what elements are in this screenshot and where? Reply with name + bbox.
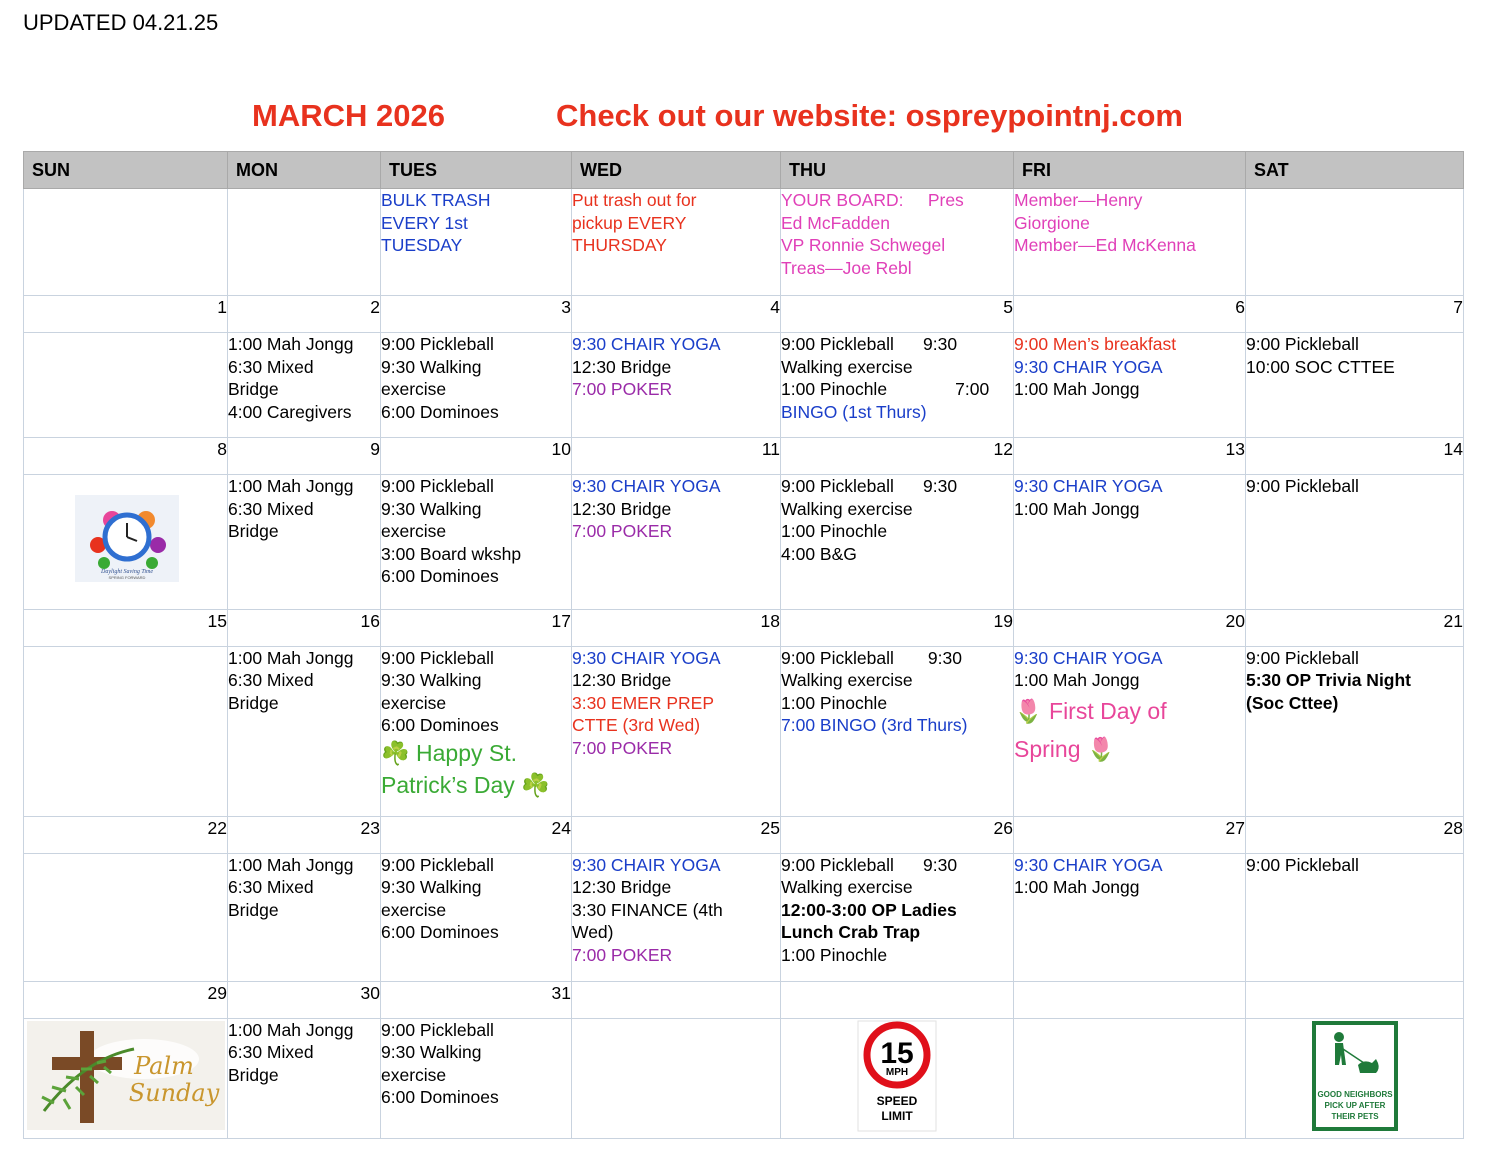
event: 6:30 Mixed — [228, 877, 314, 897]
event: 9:00 Pickleball — [381, 647, 494, 668]
date-number: 20 — [1014, 609, 1246, 646]
day-cell — [781, 646, 1014, 816]
event: 4:00 B&G — [781, 543, 857, 564]
event: 9:00 Pickleball — [381, 476, 494, 496]
header-mon: MON — [228, 152, 381, 189]
event: 9:30 Walking — [381, 1042, 482, 1062]
event: 9:00 Pickleball — [1246, 476, 1359, 496]
day-cell — [381, 646, 572, 816]
info-line: Giorgione — [1014, 212, 1090, 233]
event: 1:00 Pinochle 7:00 — [781, 379, 990, 399]
info-line: TUESDAY — [381, 235, 463, 255]
event: 1:00 Mah Jongg — [228, 476, 354, 496]
day-cell — [1246, 646, 1464, 816]
pet-sign-line1: GOOD NEIGHBORS — [1317, 1089, 1393, 1099]
event: 9:00 Pickleball — [1246, 854, 1359, 875]
day-cell — [1246, 475, 1464, 610]
st-patricks-day: Patrick’s Day ☘️ — [381, 771, 550, 798]
event: Bridge — [228, 521, 279, 541]
day-cell — [1014, 853, 1246, 981]
date-number: 29 — [24, 981, 228, 1018]
first-day-of-spring: 🌷 First Day of — [1014, 697, 1167, 724]
event: 9:00 Pickleball — [1246, 334, 1359, 354]
event: 12:30 Bridge — [572, 356, 672, 377]
info-line: Put trash out for — [572, 190, 697, 210]
header-thu: THU — [781, 152, 1014, 189]
event: 9:30 CHAIR YOGA — [1014, 647, 1163, 668]
date-number: 23 — [228, 816, 381, 853]
dst-subcaption: SPRING FORWARD — [108, 575, 146, 580]
day-cell — [1014, 475, 1246, 610]
info-line: EVERY 1st — [381, 212, 468, 233]
week-1-dates — [24, 296, 1464, 333]
event: 6:00 Dominoes — [381, 1087, 499, 1107]
date-number — [781, 981, 1014, 1018]
header-wed: WED — [572, 152, 781, 189]
event: 9:30 CHAIR YOGA — [1014, 356, 1163, 377]
event: 9:30 CHAIR YOGA — [572, 476, 721, 496]
day-cell — [781, 475, 1014, 610]
date-number: 2 — [228, 296, 381, 333]
event: 12:30 Bridge — [572, 877, 672, 897]
pet-sign-line3: THEIR PETS — [1331, 1111, 1379, 1121]
day-cell — [572, 646, 781, 816]
event: 9:00 Pickleball — [381, 334, 494, 354]
info-mon — [228, 189, 381, 296]
date-number: 6 — [1014, 296, 1246, 333]
event: 6:00 Dominoes — [381, 715, 499, 735]
day-cell — [572, 475, 781, 610]
event: 4:00 Caregivers — [228, 401, 352, 422]
event: 9:30 CHAIR YOGA — [1014, 476, 1163, 496]
date-number: 22 — [24, 816, 228, 853]
event: Bridge — [228, 1064, 279, 1085]
event: 6:30 Mixed — [228, 670, 314, 690]
event: 7:00 POKER — [572, 379, 673, 399]
event: exercise — [381, 521, 447, 541]
date-number — [1014, 981, 1246, 1018]
speed-number: 15 — [880, 1036, 914, 1070]
event: 1:00 Pinochle — [781, 692, 888, 713]
info-line: THURSDAY — [572, 235, 667, 255]
event: 9:30 Walking — [381, 877, 482, 897]
date-number: 12 — [781, 438, 1014, 475]
event: 1:00 Mah Jongg — [1014, 379, 1140, 399]
day-cell — [381, 333, 572, 438]
info-sun — [24, 189, 228, 296]
header-sun: SUN — [24, 152, 228, 189]
event: CTTE (3rd Wed) — [572, 715, 701, 735]
day-cell — [228, 475, 381, 610]
event: 9:30 Walking — [381, 356, 482, 377]
event: 9:30 CHAIR YOGA — [1014, 854, 1163, 875]
event: 1:00 Mah Jongg — [228, 647, 354, 668]
day-cell — [228, 853, 381, 981]
date-number: 16 — [228, 609, 381, 646]
event: 9:30 CHAIR YOGA — [572, 334, 721, 354]
date-number: 9 — [228, 438, 381, 475]
date-number: 14 — [1246, 438, 1464, 475]
day-cell — [24, 1018, 228, 1139]
date-number: 7 — [1246, 296, 1464, 333]
day-cell — [228, 1018, 381, 1139]
date-number: 13 — [1014, 438, 1246, 475]
speed-line1: SPEED — [876, 1093, 918, 1108]
event: Lunch Crab Trap — [781, 922, 921, 942]
info-line: Member—Ed McKenna — [1014, 235, 1196, 255]
date-number: 3 — [381, 296, 572, 333]
date-number: 21 — [1246, 609, 1464, 646]
week-2-events — [24, 475, 1464, 610]
event: 6:30 Mixed — [228, 1042, 314, 1062]
day-cell — [381, 1018, 572, 1139]
day-cell — [24, 333, 228, 438]
info-bulk-trash — [381, 189, 572, 296]
week-5-events — [24, 1018, 1464, 1139]
date-number: 1 — [24, 296, 228, 333]
info-board — [781, 189, 1014, 296]
sunday-word: Sunday — [128, 1078, 220, 1107]
event: 1:00 Mah Jongg — [228, 334, 354, 354]
event: 1:00 Mah Jongg — [1014, 498, 1140, 519]
event: Walking exercise — [781, 877, 913, 897]
date-number: 24 — [381, 816, 572, 853]
week-5-dates — [24, 981, 1464, 1018]
info-members — [1014, 189, 1246, 296]
event: 7:00 POKER — [572, 737, 673, 758]
info-sat — [1246, 189, 1464, 296]
updated-date: UPDATED 04.21.25 — [23, 10, 219, 35]
event: 7:00 POKER — [572, 944, 673, 965]
st-patricks-day: ☘️ Happy St. — [381, 739, 518, 766]
event: Walking exercise — [781, 356, 913, 377]
week-3-dates — [24, 609, 1464, 646]
event: Bridge — [228, 379, 279, 399]
day-cell — [24, 646, 228, 816]
event: 9:00 Pickleball — [1246, 647, 1359, 668]
event: 6:00 Dominoes — [381, 566, 499, 586]
week-4-events — [24, 853, 1464, 981]
date-number: 10 — [381, 438, 572, 475]
event: 9:00 Pickleball 9:30 — [781, 334, 958, 354]
day-cell — [1014, 646, 1246, 816]
event: 9:30 CHAIR YOGA — [572, 854, 721, 875]
date-number: 4 — [572, 296, 781, 333]
speed-unit: MPH — [885, 1066, 909, 1078]
date-number: 17 — [381, 609, 572, 646]
palm-word: Palm — [134, 1051, 194, 1080]
info-line: VP Ronnie Schwegel — [781, 235, 946, 255]
event: 9:30 CHAIR YOGA — [572, 647, 721, 668]
event: 9:00 Men’s breakfast — [1014, 334, 1177, 354]
day-cell — [1246, 333, 1464, 438]
event: exercise — [381, 379, 447, 399]
website-banner: Check out our website: ospreypointnj.com — [556, 98, 1183, 133]
date-number: 30 — [228, 981, 381, 1018]
date-number: 25 — [572, 816, 781, 853]
day-cell — [572, 333, 781, 438]
info-row — [24, 189, 1464, 296]
day-cell — [24, 853, 228, 981]
day-cell — [381, 475, 572, 610]
info-line: pickup EVERY — [572, 212, 687, 233]
week-4-dates — [24, 816, 1464, 853]
event: Walking exercise — [781, 498, 913, 519]
date-number — [1246, 981, 1464, 1018]
event: 3:30 EMER PREP — [572, 692, 714, 713]
date-number — [572, 981, 781, 1018]
first-day-of-spring: Spring 🌷 — [1014, 735, 1116, 762]
event: 1:00 Mah Jongg — [228, 854, 354, 875]
dst-caption: Daylight Saving Time — [101, 569, 153, 575]
day-cell — [381, 853, 572, 981]
week-2-dates — [24, 438, 1464, 475]
day-cell — [1246, 853, 1464, 981]
event: 1:00 Pinochle — [781, 944, 888, 965]
date-number: 28 — [1246, 816, 1464, 853]
pet-waste-sign-icon — [1246, 1019, 1464, 1133]
date-number: 5 — [781, 296, 1014, 333]
day-cell — [781, 333, 1014, 438]
event: exercise — [381, 899, 447, 920]
date-number: 11 — [572, 438, 781, 475]
event: (Soc Cttee) — [1246, 692, 1339, 713]
event: 5:30 OP Trivia Night — [1246, 670, 1412, 690]
date-number: 8 — [24, 438, 228, 475]
day-cell — [572, 1018, 781, 1139]
event: 9:00 Pickleball — [381, 1019, 494, 1040]
event: 6:30 Mixed — [228, 356, 314, 377]
info-line: Member—Henry — [1014, 190, 1143, 210]
header-fri: FRI — [1014, 152, 1246, 189]
event: Wed) — [572, 922, 614, 942]
daylight-saving-time-clock-icon — [24, 475, 228, 603]
event: 12:00-3:00 OP Ladies — [781, 899, 957, 920]
event: 6:30 Mixed — [228, 498, 314, 519]
date-number: 27 — [1014, 816, 1246, 853]
speed-limit-sign-icon — [781, 1019, 1014, 1133]
event: 1:00 Pinochle — [781, 521, 888, 541]
palm-sunday-cross-icon — [24, 1019, 228, 1133]
calendar-month-title: MARCH 2026 — [252, 98, 445, 133]
event: 12:30 Bridge — [572, 498, 672, 519]
date-number: 15 — [24, 609, 228, 646]
event: 9:00 Pickleball 9:30 — [781, 854, 958, 875]
day-cell — [572, 853, 781, 981]
day-cell — [781, 853, 1014, 981]
date-number: 26 — [781, 816, 1014, 853]
week-1-events — [24, 333, 1464, 438]
event: exercise — [381, 692, 447, 713]
pet-sign-line2: PICK UP AFTER — [1324, 1100, 1386, 1110]
event: 9:00 Pickleball — [381, 854, 494, 875]
event: 9:30 Walking — [381, 498, 482, 519]
event: 3:00 Board wkshp — [381, 543, 522, 564]
day-cell — [1014, 333, 1246, 438]
info-trash-pickup — [572, 189, 781, 296]
event: 6:00 Dominoes — [381, 401, 499, 422]
header-tue: TUES — [381, 152, 572, 189]
info-line: BULK TRASH — [381, 190, 491, 210]
info-line: YOUR BOARD: Pres — [781, 190, 964, 210]
event: BINGO (1st Thurs) — [781, 401, 927, 422]
info-line: Treas—Joe Rebl — [781, 257, 912, 278]
event: 6:00 Dominoes — [381, 922, 499, 942]
event: 1:00 Mah Jongg — [1014, 670, 1140, 690]
day-cell — [228, 646, 381, 816]
event: Bridge — [228, 692, 279, 713]
week-3-events — [24, 646, 1464, 816]
day-cell — [1014, 1018, 1246, 1139]
weekday-header — [24, 152, 1464, 189]
info-line: Ed McFadden — [781, 212, 890, 233]
event: 9:00 Pickleball 9:30 — [781, 476, 958, 496]
day-cell — [228, 333, 381, 438]
event: 1:00 Mah Jongg — [1014, 877, 1140, 897]
event: 12:30 Bridge — [572, 670, 672, 690]
event: 7:00 POKER — [572, 521, 673, 541]
event: Bridge — [228, 899, 279, 920]
event: Walking exercise — [781, 670, 913, 690]
event: 1:00 Mah Jongg — [228, 1019, 354, 1040]
event: 9:30 Walking — [381, 670, 482, 690]
event: 3:30 FINANCE (4th — [572, 899, 723, 920]
day-cell — [781, 1018, 1014, 1139]
event: 9:00 Pickleball 9:30 — [781, 647, 962, 668]
speed-line2: LIMIT — [881, 1108, 913, 1123]
event: 7:00 BINGO (3rd Thurs) — [781, 715, 968, 735]
header-sat: SAT — [1246, 152, 1464, 189]
date-number: 18 — [572, 609, 781, 646]
calendar-grid — [23, 151, 1464, 1139]
day-cell — [1246, 1018, 1464, 1139]
event: 10:00 SOC CTTEE — [1246, 356, 1395, 377]
day-cell — [24, 475, 228, 610]
event: exercise — [381, 1064, 447, 1085]
date-number: 19 — [781, 609, 1014, 646]
date-number: 31 — [381, 981, 572, 1018]
